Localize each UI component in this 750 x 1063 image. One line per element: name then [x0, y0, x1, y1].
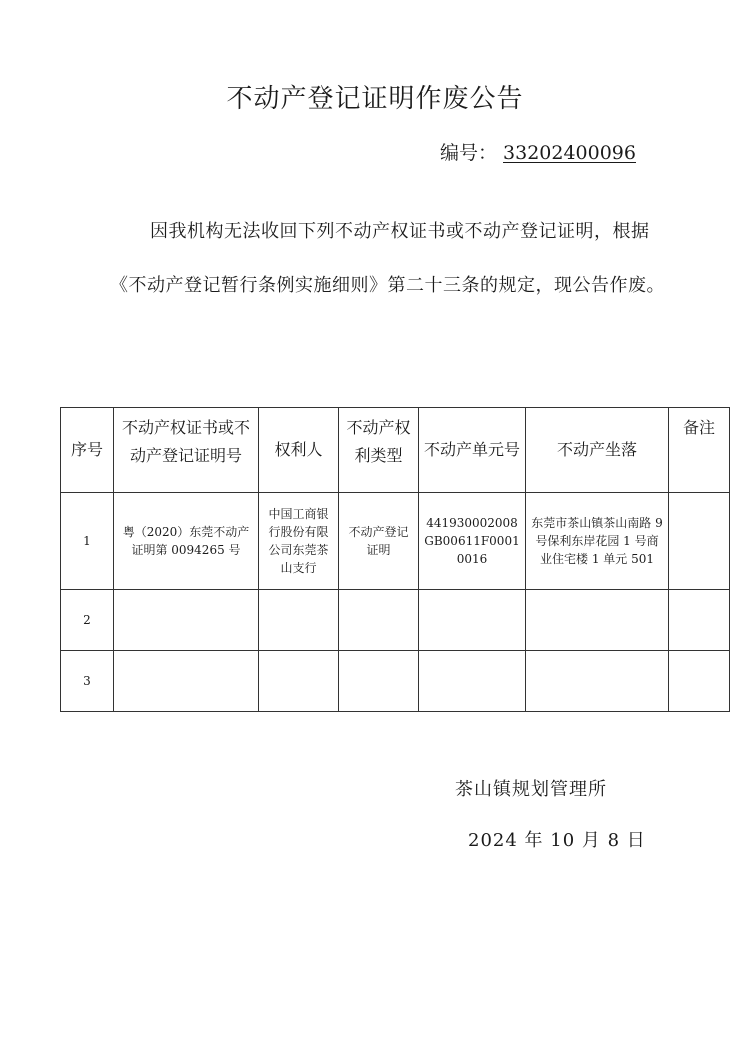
cell-certificate-number: [114, 651, 259, 712]
table-header-row: [61, 408, 730, 493]
cell-unit-number: 441930002008GB00611F00010016: [419, 493, 526, 590]
cell-unit-number: [419, 590, 526, 651]
cell-right-type: [339, 590, 419, 651]
cell-index: 2: [61, 590, 114, 651]
header-index: 序号: [61, 408, 114, 493]
cell-remarks: [669, 651, 730, 712]
header-location: 不动产坐落: [526, 408, 669, 493]
header-certificate-number: 不动产权证书或不动产登记证明号: [114, 408, 259, 493]
issuing-organization: 茶山镇规划管理所: [455, 779, 607, 800]
cell-right-holder: [259, 651, 339, 712]
table-row: [61, 590, 730, 651]
announcement-body: 因我机构无法收回下列不动产权证书或不动产登记证明，根据《不动产登记暂行条例实施细则》第二十三条的规定，现公告作废。: [110, 221, 665, 296]
cell-right-type: 不动产登记证明: [339, 493, 419, 590]
header-right-holder: 权利人: [259, 408, 339, 493]
table-row: [61, 493, 730, 590]
header-right-type: 不动产权利类型: [339, 408, 419, 493]
page-title: 不动产登记证明作废公告: [226, 84, 524, 114]
document-number-label: 编号：: [439, 142, 497, 164]
cell-certificate-number: 粤（2020）东莞不动产证明第 0094265 号: [114, 493, 259, 590]
table-row: [61, 651, 730, 712]
cell-index: 1: [61, 493, 114, 590]
cell-right-type: [339, 651, 419, 712]
document-number-value: 33202400096: [503, 142, 636, 164]
cell-index: 3: [61, 651, 114, 712]
issue-date: 2024 年 10 月 8 日: [468, 830, 646, 851]
cell-remarks: [669, 493, 730, 590]
header-unit-number: 不动产单元号: [419, 408, 526, 493]
cell-location: [526, 651, 669, 712]
document-number: [440, 138, 636, 165]
cell-location: 东莞市茶山镇茶山南路 9 号保利东岸花园 1 号商业住宅楼 1 单元 501: [526, 493, 669, 590]
cell-location: [526, 590, 669, 651]
cell-remarks: [669, 590, 730, 651]
cell-right-holder: [259, 590, 339, 651]
certificate-table: [60, 407, 730, 712]
cell-right-holder: 中国工商银行股份有限公司东莞茶山支行: [259, 493, 339, 590]
cell-certificate-number: [114, 590, 259, 651]
header-remarks: 备注: [669, 408, 730, 493]
cell-unit-number: [419, 651, 526, 712]
